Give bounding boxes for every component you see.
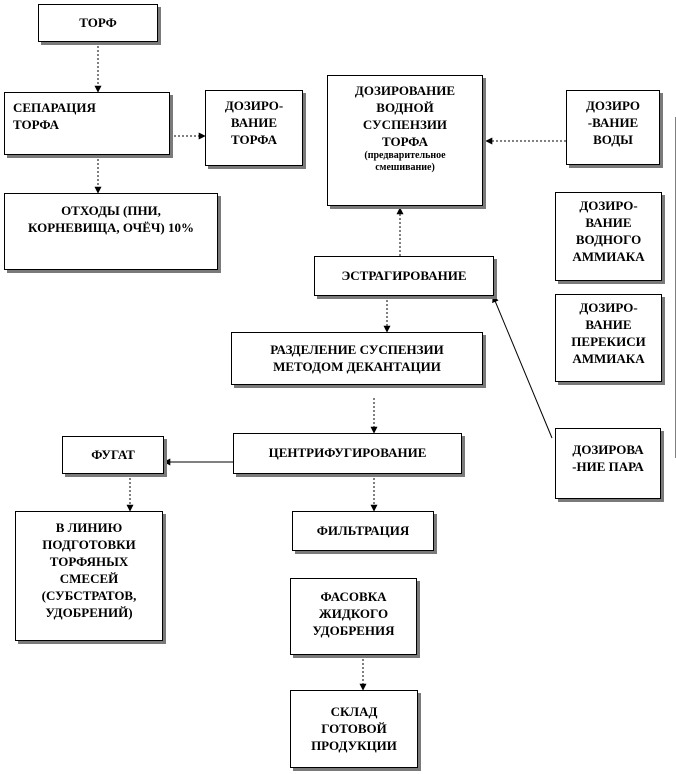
fugat-label: ФУГАТ — [91, 447, 135, 462]
extraction-box — [314, 256, 494, 296]
dosing-water-box — [566, 90, 660, 165]
waste-label: ОТХОДЫ (ПНИ, КОРНЕВИЩА, ОЧЁЧ) 10% — [27, 203, 194, 235]
centrifugation-label: ЦЕНТРИФУГИРОВАНИЕ — [268, 445, 427, 460]
decantation-label: РАЗДЕЛЕНИЕ СУСПЕНЗИИ МЕТОДОМ ДЕКАНТАЦИИ — [270, 342, 444, 374]
filtration-box — [292, 511, 434, 551]
peat-box — [38, 4, 158, 42]
waste-box — [4, 193, 218, 270]
dosing-steam-box — [555, 428, 661, 499]
fugat-box — [62, 436, 164, 474]
packing-label: ФАСОВКА ЖИДКОГО УДОБРЕНИЯ — [312, 589, 395, 638]
dosing-suspension-note: (предварительное смешивание) — [364, 150, 446, 173]
dosing-ammonia-peroxide-box — [555, 294, 662, 382]
packing-box — [290, 578, 417, 655]
dosing-peat-box — [205, 90, 303, 166]
mix-line-box — [15, 511, 163, 641]
centrifugation-box — [233, 433, 462, 474]
extraction-label: ЭСТРАГИРОВАНИЕ — [341, 268, 467, 283]
arrow-steam-to-extraction — [493, 296, 552, 438]
dosing-suspension-label: ДОЗИРОВАНИЕ ВОДНОЙ СУСПЕНЗИИ ТОРФА — [354, 83, 456, 149]
dosing-ammonia-water-label: ДОЗИРО- ВАНИЕ ВОДНОГО АММИАКА — [572, 198, 645, 264]
warehouse-box — [290, 690, 418, 768]
dosing-suspension-box — [327, 75, 483, 206]
dosing-water-label: ДОЗИРО -ВАНИЕ ВОДЫ — [585, 98, 640, 147]
filtration-label: ФИЛЬТРАЦИЯ — [316, 523, 410, 538]
mix-line-label: В ЛИНИЮ ПОДГОТОВКИ ТОРФЯНЫХ СМЕСЕЙ (СУБСТРАТОВ, УДОБРЕНИЙ) — [41, 520, 137, 620]
separation-box — [4, 92, 170, 155]
dosing-ammonia-water-box — [555, 192, 662, 281]
dosing-ammonia-peroxide-label: ДОЗИРО- ВАНИЕ ПЕРЕКИСИ АММИАКА — [571, 300, 646, 366]
separation-label: СЕПАРАЦИЯ ТОРФА — [13, 100, 96, 132]
dosing-steam-label: ДОЗИРОВА -НИЕ ПАРА — [572, 442, 644, 474]
warehouse-label: СКЛАД ГОТОВОЙ ПРОДУКЦИИ — [311, 704, 397, 753]
dosing-peat-label: ДОЗИРО- ВАНИЕ ТОРФА — [224, 98, 284, 147]
peat-label: ТОРФ — [79, 15, 117, 30]
decantation-box — [231, 332, 483, 385]
